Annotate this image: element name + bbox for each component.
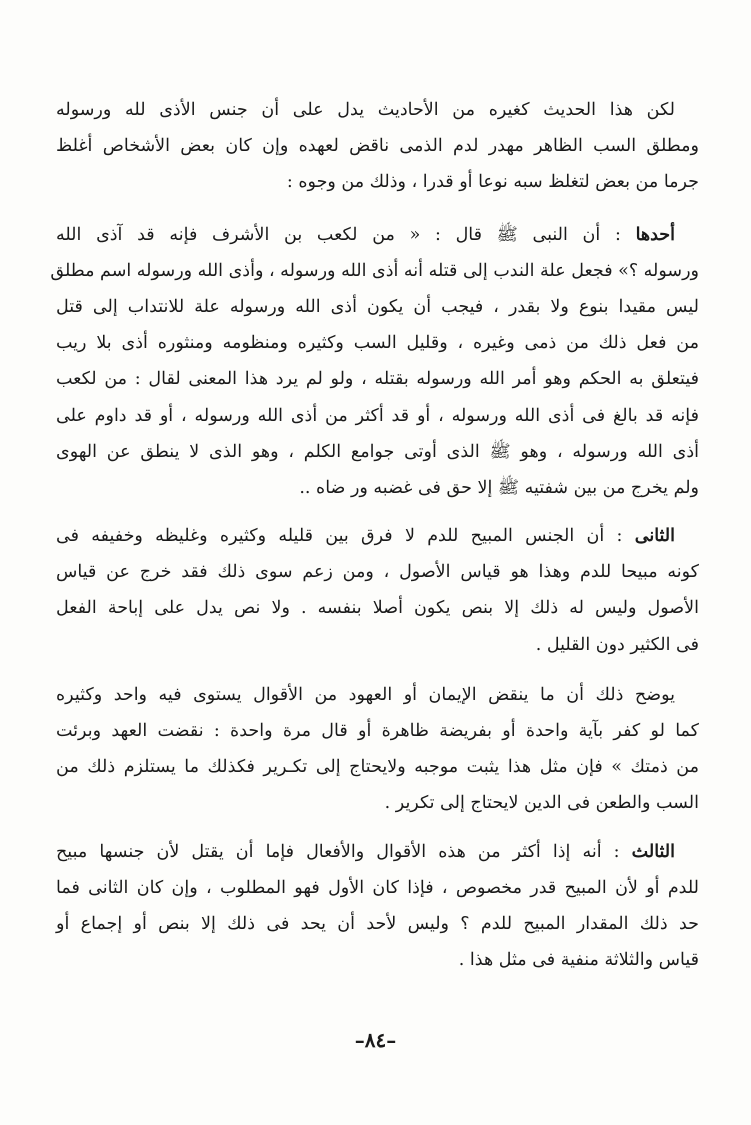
paragraph-second-point <box>56 518 699 663</box>
text-line: فى الكثير دون القليل . <box>535 634 699 655</box>
text-line-rest: : أنه إذا أكثر من هذه الأقوال والأفعال فإما أن يقتل لأن جنسها مبيح <box>56 841 632 862</box>
text-line <box>56 834 699 870</box>
text-line: كونه مبيحا للدم وهذا هو قياس الأصول ، ومن زعم سوى ذلك فقد خرج عن قياس <box>56 562 699 583</box>
text-line: جرما من بعض لتغلظ سبه نوعا أو قدرا ، وذلك من وجوه : <box>286 172 699 193</box>
text-line: ولم يخرج من بين شفتيه ﷺ إلا حق فى غضبه ور ضاه .. <box>299 477 699 498</box>
text-line: أذى الله ورسوله ، وهو ﷺ الذى أوتى جوامع الكلم ، وهو الذى لا ينطق عن الهوى <box>56 441 699 462</box>
text-line: الأصول وليس له ذلك إلا بنص يكون أصلا بنفسه . ولا نص يدل على إباحة الفعل <box>56 598 699 619</box>
section-keyword: الثالث <box>631 841 675 862</box>
text-line: من فعل ذلك من ذمى وغيره ، وقليل السب وكثيره ومنظومه ومنثوره أذى بلا ريب <box>56 333 699 354</box>
text-line-rest: : أن النبى ﷺ قال : « من لكعب بن الأشرف فإنه قد آذى الله <box>56 224 636 245</box>
paragraph-intro <box>56 92 699 201</box>
text-line: فيتعلق به الحكم وهو أمر الله ورسوله بقتله ، ولو لم يرد هذا المعنى لقال : من لكعب <box>56 369 699 390</box>
text-line: كما لو كفر بآية واحدة أو بفريضة ظاهرة أو قال مرة واحدة : نقضت العهد وبرئت <box>56 721 699 741</box>
text-line <box>56 217 699 253</box>
text-line: السب والطعن فى الدين لايحتاج إلى تكرير . <box>384 793 699 814</box>
text-line: من ذمتك » فإن مثل هذا يثبت موجبه ولايحتاج إلى تكـرير فكذلك ما يستلزم ذلك من <box>56 757 699 778</box>
page-number: –٨٤– <box>354 1028 397 1052</box>
text-line: حد ذلك المقدار المبيح للدم ؟ وليس لأحد أن يحد فى ذلك إلا بنص أو إجماع أو <box>56 913 699 934</box>
paragraph-clarification <box>56 677 699 822</box>
paragraph-first-point <box>50 217 699 507</box>
paragraph-third-point <box>56 834 699 979</box>
text-line: للدم أو لأن المبيح قدر مخصوص ، فإذا كان الأول فهو المطلوب ، وإن كان الثانى فما <box>56 877 699 898</box>
text-line: ليس مقيدا بنوع ولا بقدر ، فيجب أن يكون أذى الله ورسوله علة للانتداب إلى قتل <box>56 296 699 317</box>
text-line: لكن هذا الحديث كغيره من الأحاديث يدل على أن جنس الأذى لله ورسوله <box>56 100 675 120</box>
text-line-rest: : أن الجنس المبيح للدم لا فرق بين قليله وكثيره وغليظه وخفيفه فى <box>56 526 635 547</box>
text-line: ومطلق السب الظاهر مهدر لدم الذمى ناقض لعهده وإن كان بعض الأشخاص أغلظ <box>56 136 699 157</box>
page-body <box>50 92 699 978</box>
text-line <box>56 518 699 554</box>
text-line: ورسوله ؟» فجعل علة الندب إلى قتله أنه أذى الله ورسوله ، وأذى الله ورسوله اسم مطلق <box>50 260 699 281</box>
section-keyword: أحدها <box>635 224 675 245</box>
section-keyword: الثانى <box>634 526 675 547</box>
text-line: يوضح ذلك أن ما ينقض الإيمان أو العهود من الأقوال يستوى فيه واحد وكثيره <box>56 684 675 705</box>
text-line: قياس والثلاثة منفية فى مثل هذا . <box>458 950 699 971</box>
text-line: فإنه قد بالغ فى أذى الله ورسوله ، أو قد أكثر من أذى الله ورسوله ، أو قد داوم على <box>56 405 699 426</box>
